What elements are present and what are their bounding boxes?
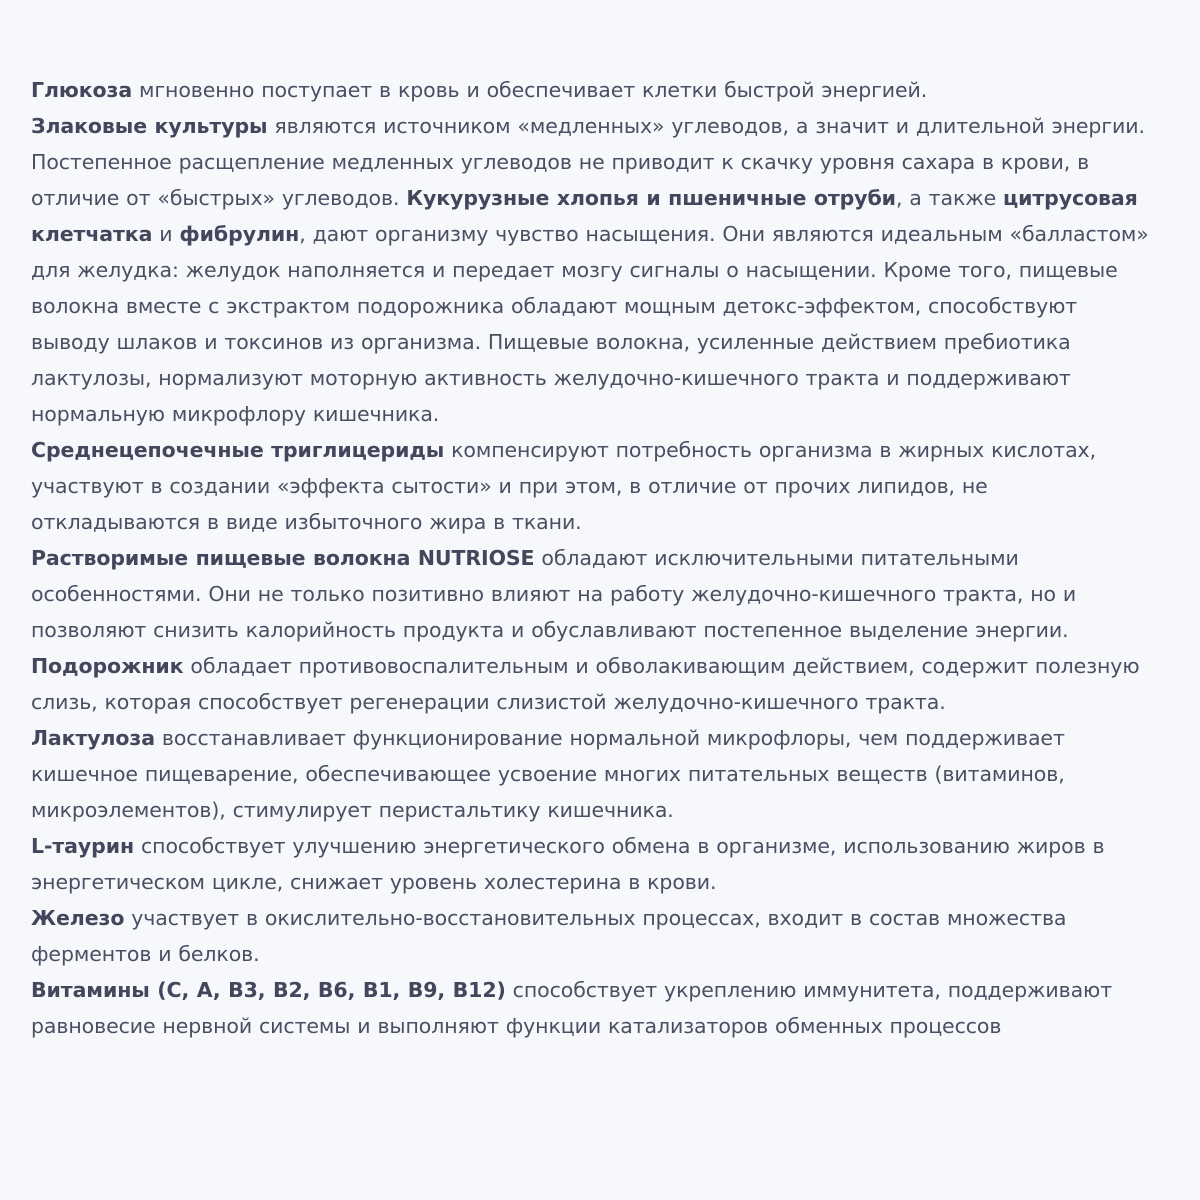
text: обладают исключительными питательными особенностями. Они не только позитивно влияют на работу желудочно-кишечного тракта, но и позволяют снизить калорийность продукта и обуславливают постепенное выделение энергии.: [31, 546, 1077, 642]
term-lactulose: Лактулоза: [31, 726, 155, 750]
text: и: [152, 222, 180, 246]
term-plantain: Подорожник: [31, 654, 184, 678]
text: являются источником «медленных» углеводов, а значит и длительной энергии. Постепенное расщепление медленных углеводов не приводит к скачку уровня сахара в крови, в отличие от «быстрых» углеводов.: [31, 114, 1145, 210]
paragraph-vitamins: [31, 972, 1150, 1044]
term-mct: Среднецепочечные триглицериды: [31, 438, 445, 462]
term-corn-flakes-bran: Кукурузные хлопья и пшеничные отруби: [406, 186, 896, 210]
text: участвует в окислительно-восстановительных процессах, входит в состав множества ферментов и белков.: [31, 906, 1067, 966]
term-cereals: Злаковые культуры: [31, 114, 268, 138]
term-fibrulin: фибрулин: [179, 222, 300, 246]
paragraph-nutriose: [31, 540, 1150, 648]
paragraph-mct: [31, 432, 1150, 540]
paragraph-iron: [31, 900, 1150, 972]
term-glucose: Глюкоза: [31, 78, 133, 102]
text: , а также: [895, 186, 1004, 210]
text: способствует укреплению иммунитета, поддерживают равновесие нервной системы и выполняют функции катализаторов обменных процессов: [31, 978, 1113, 1038]
text: обладает противовоспалительным и обволакивающим действием, содержит полезную слизь, которая способствует регенерации слизистой желудочно-кишечного тракта.: [31, 654, 1140, 714]
paragraph-taurine: [31, 828, 1150, 900]
term-iron: Железо: [31, 906, 125, 930]
text: компенсируют потребность организма в жирных кислотах, участвуют в создании «эффекта сытости» и при этом, в отличие от прочих липидов, не откладываются в виде избыточного жира в ткани.: [31, 438, 1096, 534]
text: , дают организму чувство насыщения. Они являются идеальным «балластом» для желудка: желудок наполняется и передает мозгу сигналы о насыщении. Кроме того, пищевые волокна вместе с экстрактом подорожника обладают мощным детокс-эффектом, способствуют выводу шлаков и токсинов из организма. Пищевые волокна, усиленные действием пребиотика лактулозы, нормализуют моторную активность желудочно-кишечного тракта и поддерживают нормальную микрофлору кишечника.: [31, 222, 1149, 426]
paragraph-lactulose: [31, 720, 1150, 828]
text: восстанавливает функционирование нормальной микрофлоры, чем поддерживает кишечное пищеварение, обеспечивающее усвоение многих питательных веществ (витаминов, микроэлементов), стимулирует перистальтику кишечника.: [31, 726, 1065, 822]
term-taurine: L-таурин: [31, 834, 135, 858]
term-nutriose: Растворимые пищевые волокна NUTRIOSE: [31, 546, 535, 570]
paragraph-glucose: [31, 72, 1150, 108]
term-citrus-fiber: цитрусовая клетчатка: [31, 186, 1138, 246]
text: мгновенно поступает в кровь и обеспечивает клетки быстрой энергией.: [132, 78, 928, 102]
paragraph-plantain: [31, 648, 1150, 720]
term-vitamins: Витамины (C, A, B3, B2, B6, B1, B9, B12): [31, 978, 506, 1002]
paragraph-cereals: [31, 108, 1150, 432]
text: способствует улучшению энергетического обмена в организме, использованию жиров в энергетическом цикле, снижает уровень холестерина в крови.: [31, 834, 1105, 894]
